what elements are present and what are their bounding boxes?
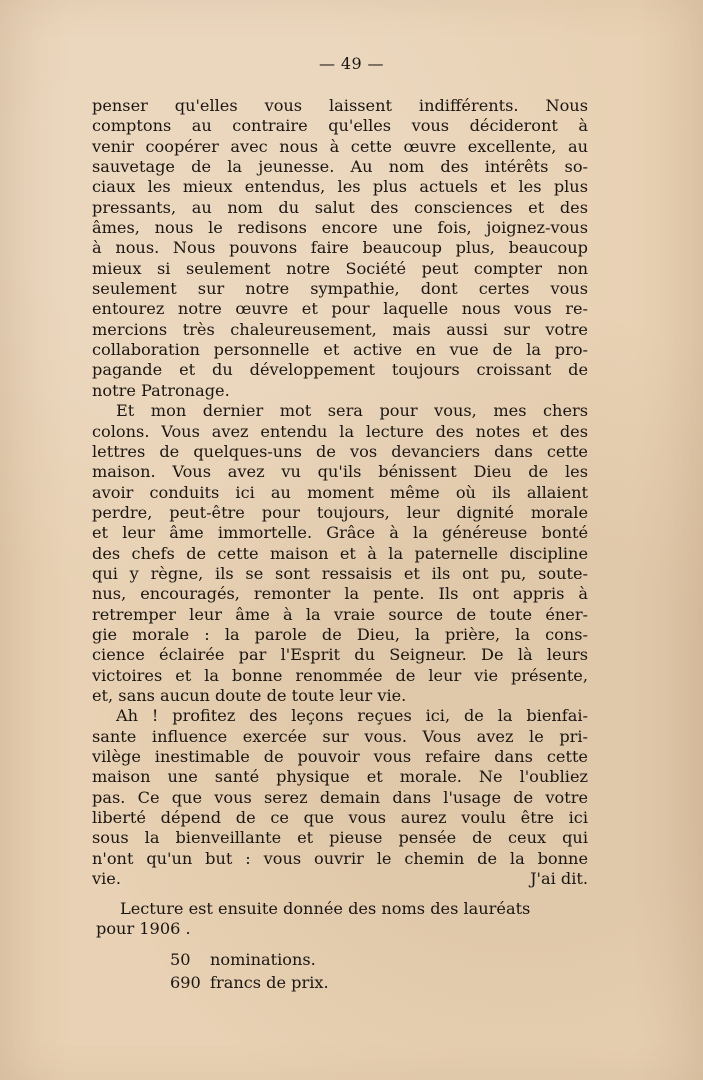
page-number: — 49 — bbox=[319, 54, 384, 73]
text-line: perdre, peut-être pour toujours, leur dignité morale bbox=[92, 502, 588, 522]
text-line: sous la bienveillante et pieuse pensée de ceux qui bbox=[92, 828, 588, 848]
closing-line bbox=[92, 869, 588, 889]
text-line: sauvetage de la jeunesse. Au nom des intérêts so- bbox=[92, 157, 588, 177]
text-line: entourez notre œuvre et pour laquelle nous vous re- bbox=[92, 299, 588, 319]
paragraph-first-line: Ah ! profitez des leçons reçues ici, de la bienfai- bbox=[116, 706, 588, 726]
text-line: collaboration personnelle et active en vue de la pro- bbox=[92, 340, 588, 360]
text-line: et, sans aucun doute de toute leur vie. bbox=[92, 685, 407, 705]
text-line: retremper leur âme à la vraie source de toute éner- bbox=[92, 604, 588, 624]
text-line: pas. Ce que vous serez demain dans l'usage de votre bbox=[92, 787, 588, 807]
text-line: victoires et la bonne renommée de leur vie présente, bbox=[92, 665, 588, 685]
lecture-line: Lecture est ensuite donnée des noms des lauréats bbox=[120, 899, 531, 918]
text-line: ciaux les mieux entendus, les plus actuels et les plus bbox=[92, 177, 588, 197]
text-line: sante influence exercée sur vous. Vous avez le pri- bbox=[92, 726, 588, 746]
stat-row bbox=[170, 948, 430, 971]
text-line: pagande et du développement toujours croissant de bbox=[92, 360, 588, 380]
text-line: cience éclairée par l'Esprit du Seigneur. De là leurs bbox=[92, 645, 588, 665]
closing-right-text: J'ai dit. bbox=[530, 869, 588, 889]
text-line: et leur âme immortelle. Grâce à la généreuse bonté bbox=[92, 523, 588, 543]
text-line: gie morale : la parole de Dieu, la prière, la cons- bbox=[92, 624, 588, 644]
text-line: mercions très chaleureusement, mais aussi sur votre bbox=[92, 319, 588, 339]
text-line: nus, encouragés, remonter la pente. Ils ont appris à bbox=[92, 584, 588, 604]
text-line: comptons au contraire qu'elles vous décideront à bbox=[92, 116, 588, 136]
text-line: liberté dépend de ce que vous aurez voulu être ici bbox=[92, 808, 588, 828]
stat-label: nominations. bbox=[210, 950, 316, 969]
stat-value: 690 bbox=[170, 973, 201, 993]
stat-value: 50 bbox=[170, 950, 191, 969]
closing-left-text: vie. bbox=[92, 869, 121, 889]
text-line: colons. Vous avez entendu la lecture des notes et des bbox=[92, 421, 588, 441]
text-line: âmes, nous le redisons encore une fois, joignez-vous bbox=[92, 218, 588, 238]
text-line: maison une santé physique et morale. Ne l'oubliez bbox=[92, 767, 588, 787]
stat-row bbox=[170, 971, 430, 994]
text-line: seulement sur notre sympathie, dont certes vous bbox=[92, 279, 588, 299]
text-line: n'ont qu'un but : vous ouvrir le chemin de la bonne bbox=[92, 848, 588, 868]
lecture-note bbox=[96, 899, 596, 940]
text-line: lettres de quelques-uns de vos devanciers dans cette bbox=[92, 441, 588, 461]
text-line: pressants, au nom du salut des consciences et des bbox=[92, 197, 588, 217]
main-text-block bbox=[92, 96, 588, 889]
text-line: des chefs de cette maison et à la paternelle discipline bbox=[92, 543, 588, 563]
text-line: vilège inestimable de pouvoir vous refaire dans cette bbox=[92, 747, 588, 766]
text-line: notre Patronage. bbox=[92, 380, 230, 400]
lecture-line: pour 1906 . bbox=[96, 919, 191, 939]
award-stats bbox=[170, 948, 430, 995]
text-line: maison. Vous avez vu qu'ils bénissent Dieu de les bbox=[92, 462, 588, 482]
text-line: qui y règne, ils se sont ressaisis et ils ont pu, soute- bbox=[92, 563, 588, 583]
text-line: à nous. Nous pouvons faire beaucoup plus, beaucoup bbox=[92, 238, 588, 258]
stat-label: francs de prix. bbox=[210, 973, 329, 993]
paragraph-first-line: Et mon dernier mot sera pour vous, mes chers bbox=[116, 401, 588, 421]
text-line: venir coopérer avec nous à cette œuvre excellente, au bbox=[92, 136, 588, 156]
text-line: penser qu'elles vous laissent indifférents. Nous bbox=[92, 96, 588, 115]
text-line: avoir conduits ici au moment même où ils allaient bbox=[92, 482, 588, 502]
text-line: mieux si seulement notre Société peut compter non bbox=[92, 258, 588, 278]
